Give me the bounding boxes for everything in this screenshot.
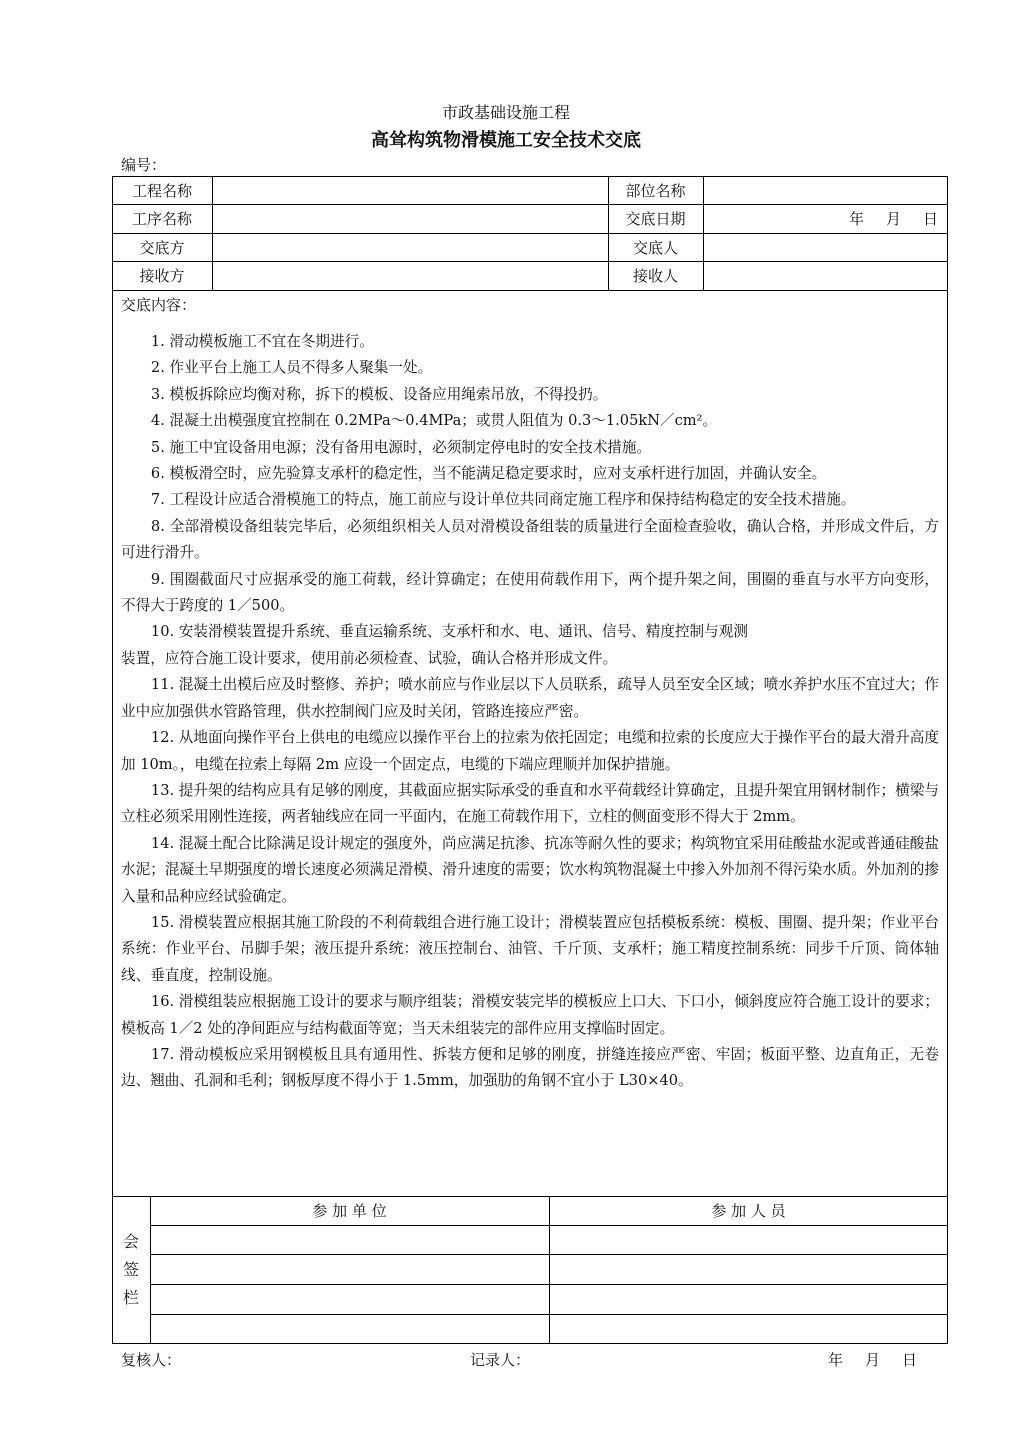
content-item: 8. 全部滑模设备组装完毕后，必须组织相关人员对滑模设备组装的质量进行全面检查验收，确认合格，并形成文件后，方可进行滑升。	[121, 517, 939, 562]
content-item: 14. 混凝土配合比除满足设计规定的强度外，尚应满足抗渗、抗冻等耐久性的要求；构筑物宜采用硅酸盐水泥或普通硅酸盐水泥；混凝土早期强度的增长速度必须满足滑模、滑升速度的需要；饮水构筑物混凝土中掺入外加剂不得污染水质。外加剂的掺入量和品种应经试验确定。	[121, 834, 939, 905]
receiver-party-label: 接收方	[139, 267, 185, 285]
person-field[interactable]	[549, 1284, 948, 1314]
content-item: 装置，应符合施工设计要求，使用前必须检查、试验，确认合格并形成文件。	[121, 649, 618, 667]
content-item: 3. 模板拆除应均衡对称，拆下的模板、设备应用绳索吊放，不得投扔。	[150, 385, 608, 403]
content-item: 10. 安装滑模装置提升系统、垂直运输系统、支承杆和水、电、通讯、信号、精度控制与观测	[150, 623, 748, 641]
process-name-label: 工序名称	[131, 210, 192, 228]
unit-field[interactable]	[150, 1284, 549, 1314]
content-item: 7. 工程设计应适合滑模施工的特点，施工前应与设计单位共同商定施工程序和保持结构稳定的安全技术措施。	[150, 491, 856, 509]
handover-person-field[interactable]	[703, 233, 948, 261]
receiver-person-label: 接收人	[632, 267, 678, 285]
document-title: 高耸构筑物滑模施工安全技术交底	[371, 130, 641, 151]
date-month: 月	[885, 210, 901, 228]
footer-month: 月	[865, 1351, 881, 1369]
content-body	[121, 329, 939, 1095]
content-item: 13. 提升架的结构应具有足够的刚度，其截面应据实际承受的垂直和水平荷载经计算确定，且提升架宜用钢材制作；横梁与立柱必须采用刚性连接，两者轴线应在同一平面内，在施工荷载作用下，立柱的侧面变形不得大于 2mm。	[121, 781, 939, 826]
footer-date	[828, 1349, 917, 1370]
reviewer-label: 复核人：	[121, 1351, 182, 1369]
date-year: 年	[848, 210, 864, 228]
content-label: 交底内容：	[121, 296, 197, 314]
part-name-field[interactable]	[703, 176, 948, 204]
participating-person-header: 参 加 人 员	[711, 1202, 786, 1220]
handover-person-label: 交底人	[632, 238, 678, 257]
unit-field[interactable]	[150, 1254, 549, 1284]
footer-year: 年	[828, 1351, 844, 1369]
date-day: 日	[922, 210, 938, 228]
table-divider	[112, 290, 948, 291]
participating-unit-header: 参 加 单 位	[312, 1202, 387, 1220]
person-field[interactable]	[549, 1225, 948, 1254]
content-item: 15. 滑模装置应根据其施工阶段的不利荷载组合进行施工设计；滑模装置应包括模板系统：模板、围圈、提升架；作业平台系统：作业平台、吊脚手架；液压提升系统：液压控制台、油管、千斤顶、支承杆；施工精度控制系统：同步千斤顶、筒体轴线、垂直度，控制设施。	[121, 913, 939, 984]
content-item: 11. 混凝土出模后应及时整修、养护；喷水前应与作业层以下人员联系，疏导人员至安全区域；喷水养护水压不宜过大；作业中应加强供水管路管理，供水控制阀门应及时关闭，管路连接应严密。	[121, 676, 939, 720]
handover-party-label: 交底方	[139, 238, 185, 257]
content-item: 4. 混凝土出模强度宜控制在 0.2MPa～0.4MPa；或贯人阻值为 0.3～1.05kN／cm²。	[150, 412, 718, 430]
receiver-person-field[interactable]	[703, 261, 948, 290]
content-item: 2. 作业平台上施工人员不得多人聚集一处。	[150, 359, 433, 377]
footer-day: 日	[902, 1351, 918, 1369]
content-item: 12. 从地面向操作平台上供电的电缆应以操作平台上的拉索为依托固定；电缆和拉索的长度应大于操作平台的最大滑升高度加 10m。，电缆在拉索上每隔 2m 应设一个固定点，电缆的下端应理顺并加保护措施。	[121, 729, 939, 773]
content-item: 9. 围圈截面尺寸应据承受的施工荷载，经计算确定；在使用荷载作用下，两个提升架之间，围圈的垂直与水平方向变形，不得大于跨度的 1／500。	[121, 570, 939, 615]
person-field[interactable]	[549, 1314, 948, 1344]
recorder-label: 记录人：	[470, 1351, 531, 1369]
project-name-label: 工程名称	[131, 181, 192, 200]
receiver-party-field[interactable]	[212, 261, 608, 290]
part-name-label: 部位名称	[625, 181, 686, 200]
content-item: 16. 滑模组装应根据施工设计的要求与顺序组装；滑模安装完毕的模板应上口大、下口小，倾斜度应符合施工设计的要求；模板高 1／2 处的净间距应与结构截面等宽；当天未组装完的部件应用支撑临时固定。	[121, 993, 939, 1037]
document-number-label: 编号：	[121, 156, 167, 174]
handover-date-label: 交底日期	[625, 210, 686, 228]
project-name-field[interactable]	[212, 176, 608, 204]
person-field[interactable]	[549, 1254, 948, 1284]
content-item: 17. 滑动模板应采用钢模板且具有通用性、拆装方便和足够的刚度，拼缝连接应严密、牢固；板面平整、边直角正，无卷边、翘曲、孔洞和毛利；钢板厚度不得小于 1.5mm，加强肋的角钢不宜小于 L30×40。	[121, 1045, 939, 1090]
unit-field[interactable]	[150, 1314, 549, 1344]
sign-column-label: 会 签 栏	[122, 1232, 139, 1307]
handover-party-field[interactable]	[212, 233, 608, 261]
content-item: 1. 滑动模板施工不宜在冬期进行。	[150, 333, 374, 350]
header-subtitle: 市政基础设施工程	[441, 103, 570, 122]
content-item: 6. 模板滑空时，应先验算支承杆的稳定性，当不能满足稳定要求时，应对支承杆进行加固，并确认安全。	[150, 465, 827, 483]
process-name-field[interactable]	[212, 204, 608, 233]
content-item: 5. 施工中宜设备用电源；没有备用电源时，必须制定停电时的安全技术措施。	[150, 438, 652, 456]
unit-field[interactable]	[150, 1225, 549, 1254]
handover-date-field[interactable]	[703, 204, 948, 233]
